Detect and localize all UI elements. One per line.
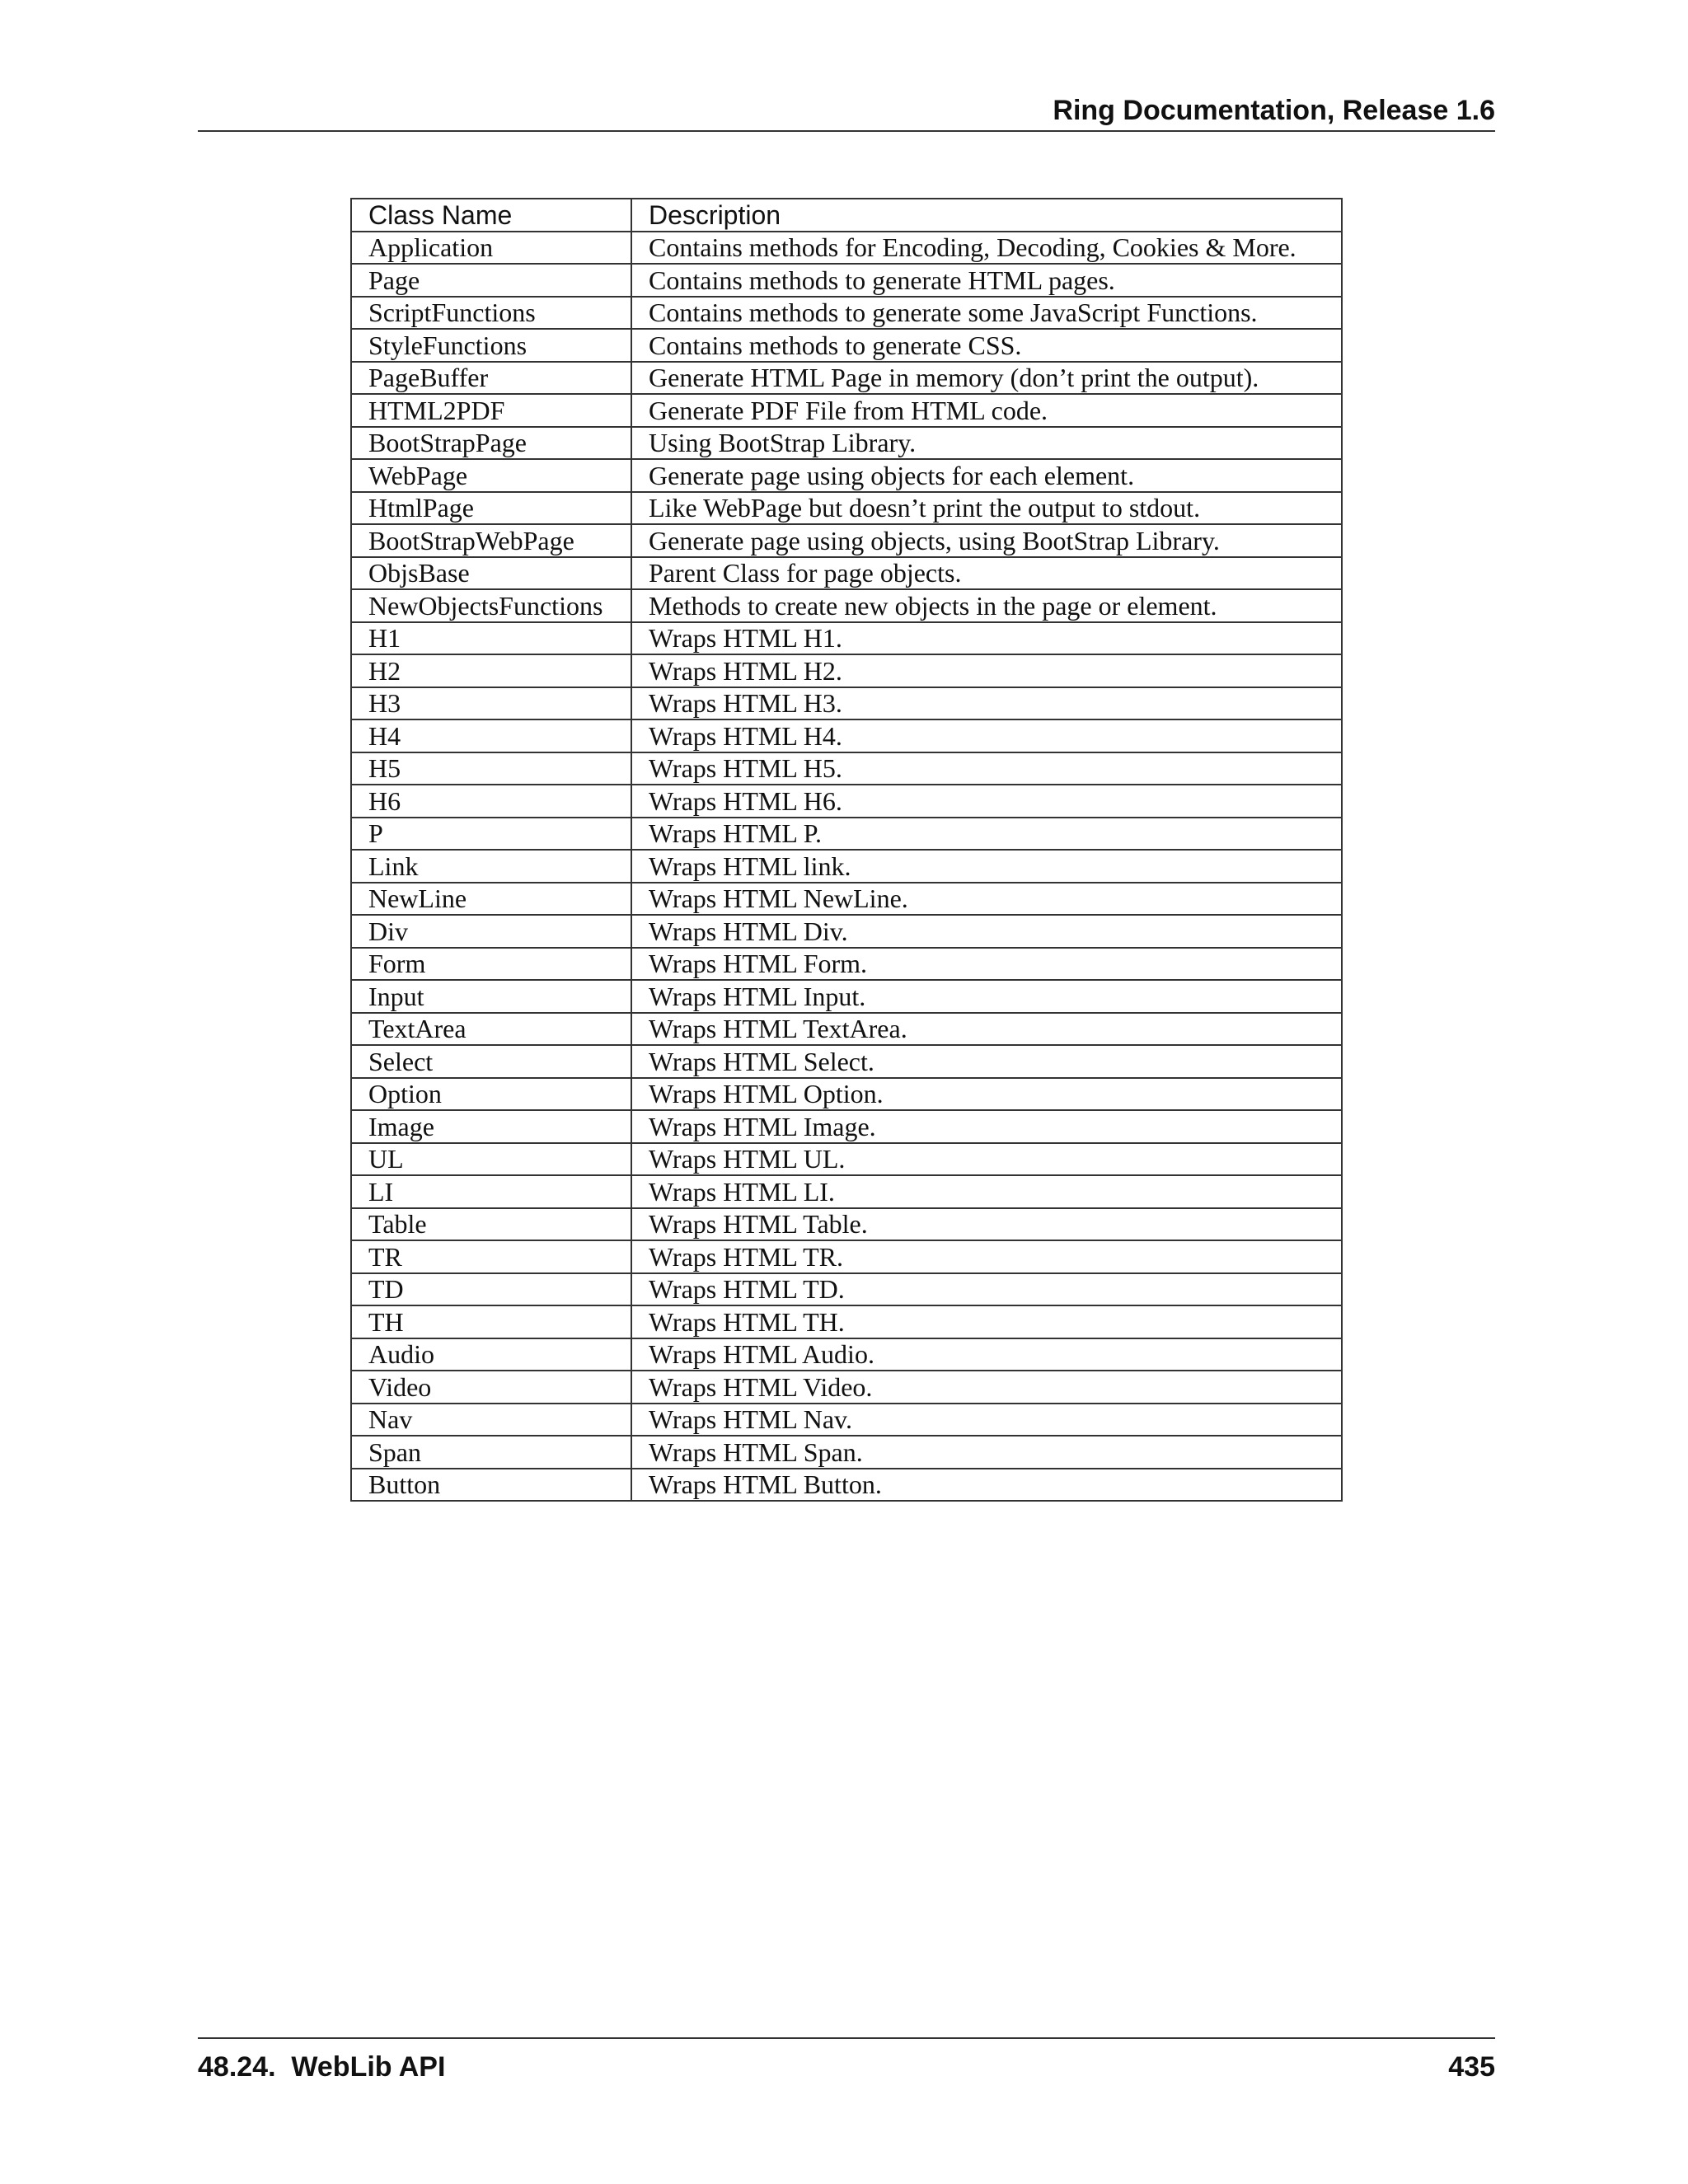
table-header-row xyxy=(351,199,1342,232)
description-cell: Wraps HTML TR. xyxy=(631,1240,1342,1273)
description-cell: Contains methods to generate CSS. xyxy=(631,329,1342,362)
class-name-cell: Select xyxy=(351,1045,631,1078)
section-title: 48.24. WebLib API xyxy=(198,2051,446,2083)
table-row xyxy=(351,1013,1342,1046)
description-cell: Wraps HTML H6. xyxy=(631,785,1342,818)
description-cell: Wraps HTML Table. xyxy=(631,1208,1342,1241)
table-row xyxy=(351,264,1342,297)
table-row xyxy=(351,1338,1342,1371)
table-row xyxy=(351,883,1342,916)
description-cell: Wraps HTML UL. xyxy=(631,1143,1342,1176)
class-name-cell: ObjsBase xyxy=(351,557,631,590)
description-cell: Contains methods for Encoding, Decoding, Cookies & More. xyxy=(631,232,1342,265)
description-cell: Contains methods to generate some JavaScript Functions. xyxy=(631,297,1342,330)
table-row xyxy=(351,1469,1342,1502)
class-name-cell: Audio xyxy=(351,1338,631,1371)
document-title: Ring Documentation, Release 1.6 xyxy=(1053,95,1495,126)
class-name-cell: Video xyxy=(351,1371,631,1404)
class-name-cell: BootStrapPage xyxy=(351,427,631,460)
class-name-cell: H6 xyxy=(351,785,631,818)
description-cell: Wraps HTML H5. xyxy=(631,752,1342,785)
class-name-cell: H4 xyxy=(351,719,631,752)
table-row xyxy=(351,1371,1342,1404)
class-name-cell: TD xyxy=(351,1273,631,1306)
table-row xyxy=(351,687,1342,720)
table-row xyxy=(351,1305,1342,1338)
description-cell: Wraps HTML NewLine. xyxy=(631,883,1342,916)
class-name-cell: Link xyxy=(351,850,631,883)
description-cell: Parent Class for page objects. xyxy=(631,557,1342,590)
description-cell: Wraps HTML Input. xyxy=(631,980,1342,1013)
table-body xyxy=(351,232,1342,1502)
description-cell: Wraps HTML Span. xyxy=(631,1436,1342,1469)
table-row xyxy=(351,1175,1342,1208)
table-row xyxy=(351,589,1342,622)
class-name-cell: HTML2PDF xyxy=(351,394,631,427)
table-row xyxy=(351,752,1342,785)
table-row xyxy=(351,492,1342,525)
class-name-cell: Div xyxy=(351,915,631,948)
description-cell: Wraps HTML H4. xyxy=(631,719,1342,752)
description-cell: Wraps HTML Option. xyxy=(631,1078,1342,1111)
description-cell: Wraps HTML H2. xyxy=(631,654,1342,687)
column-header-class-name: Class Name xyxy=(351,199,631,232)
description-cell: Wraps HTML Button. xyxy=(631,1469,1342,1502)
table-row xyxy=(351,1240,1342,1273)
description-cell: Wraps HTML TD. xyxy=(631,1273,1342,1306)
table-row xyxy=(351,818,1342,851)
table-row xyxy=(351,1110,1342,1143)
description-cell: Generate PDF File from HTML code. xyxy=(631,394,1342,427)
class-name-cell: HtmlPage xyxy=(351,492,631,525)
class-name-cell: P xyxy=(351,818,631,851)
table-row xyxy=(351,297,1342,330)
class-name-cell: ScriptFunctions xyxy=(351,297,631,330)
description-cell: Like WebPage but doesn’t print the output to stdout. xyxy=(631,492,1342,525)
class-name-cell: H3 xyxy=(351,687,631,720)
class-name-cell: Page xyxy=(351,264,631,297)
page-footer xyxy=(198,2037,1495,2088)
description-cell: Wraps HTML TH. xyxy=(631,1305,1342,1338)
class-name-cell: BootStrapWebPage xyxy=(351,524,631,557)
class-name-cell: H5 xyxy=(351,752,631,785)
table-row xyxy=(351,785,1342,818)
description-cell: Wraps HTML Div. xyxy=(631,915,1342,948)
class-name-cell: PageBuffer xyxy=(351,362,631,395)
description-cell: Generate HTML Page in memory (don’t print the output). xyxy=(631,362,1342,395)
table-row xyxy=(351,232,1342,265)
table-row xyxy=(351,622,1342,655)
class-name-cell: LI xyxy=(351,1175,631,1208)
class-name-cell: NewLine xyxy=(351,883,631,916)
description-cell: Contains methods to generate HTML pages. xyxy=(631,264,1342,297)
table-row xyxy=(351,654,1342,687)
table-row xyxy=(351,557,1342,590)
description-cell: Wraps HTML H1. xyxy=(631,622,1342,655)
table-row xyxy=(351,362,1342,395)
table-row xyxy=(351,980,1342,1013)
table-row xyxy=(351,1404,1342,1436)
class-name-cell: StyleFunctions xyxy=(351,329,631,362)
table-row xyxy=(351,1273,1342,1306)
column-header-description: Description xyxy=(631,199,1342,232)
table-row xyxy=(351,329,1342,362)
table-row xyxy=(351,427,1342,460)
class-name-cell: Application xyxy=(351,232,631,265)
class-name-cell: UL xyxy=(351,1143,631,1176)
table-row xyxy=(351,1208,1342,1241)
table-row xyxy=(351,1078,1342,1111)
description-cell: Wraps HTML Select. xyxy=(631,1045,1342,1078)
description-cell: Wraps HTML P. xyxy=(631,818,1342,851)
description-cell: Methods to create new objects in the page or element. xyxy=(631,589,1342,622)
class-name-cell: WebPage xyxy=(351,459,631,492)
class-name-cell: NewObjectsFunctions xyxy=(351,589,631,622)
table-row xyxy=(351,524,1342,557)
class-name-cell: Form xyxy=(351,948,631,981)
class-name-cell: Span xyxy=(351,1436,631,1469)
class-name-cell: TH xyxy=(351,1305,631,1338)
description-cell: Using BootStrap Library. xyxy=(631,427,1342,460)
class-name-cell: TR xyxy=(351,1240,631,1273)
table-row xyxy=(351,850,1342,883)
description-cell: Wraps HTML LI. xyxy=(631,1175,1342,1208)
description-cell: Wraps HTML TextArea. xyxy=(631,1013,1342,1046)
table-row xyxy=(351,719,1342,752)
class-table xyxy=(350,198,1343,1502)
class-name-cell: Option xyxy=(351,1078,631,1111)
table-row xyxy=(351,948,1342,981)
class-name-cell: TextArea xyxy=(351,1013,631,1046)
description-cell: Wraps HTML H3. xyxy=(631,687,1342,720)
class-name-cell: Table xyxy=(351,1208,631,1241)
table-row xyxy=(351,459,1342,492)
table-row xyxy=(351,1143,1342,1176)
table-row xyxy=(351,915,1342,948)
class-name-cell: H1 xyxy=(351,622,631,655)
description-cell: Wraps HTML Nav. xyxy=(631,1404,1342,1436)
class-name-cell: Button xyxy=(351,1469,631,1502)
description-cell: Generate page using objects for each element. xyxy=(631,459,1342,492)
table-row xyxy=(351,1436,1342,1469)
class-name-cell: Image xyxy=(351,1110,631,1143)
class-name-cell: Input xyxy=(351,980,631,1013)
page-number: 435 xyxy=(1448,2051,1495,2083)
table-row xyxy=(351,394,1342,427)
class-name-cell: H2 xyxy=(351,654,631,687)
description-cell: Wraps HTML link. xyxy=(631,850,1342,883)
description-cell: Generate page using objects, using BootStrap Library. xyxy=(631,524,1342,557)
page-header xyxy=(198,89,1495,132)
class-name-cell: Nav xyxy=(351,1404,631,1436)
description-cell: Wraps HTML Image. xyxy=(631,1110,1342,1143)
description-cell: Wraps HTML Video. xyxy=(631,1371,1342,1404)
description-cell: Wraps HTML Form. xyxy=(631,948,1342,981)
table-row xyxy=(351,1045,1342,1078)
description-cell: Wraps HTML Audio. xyxy=(631,1338,1342,1371)
